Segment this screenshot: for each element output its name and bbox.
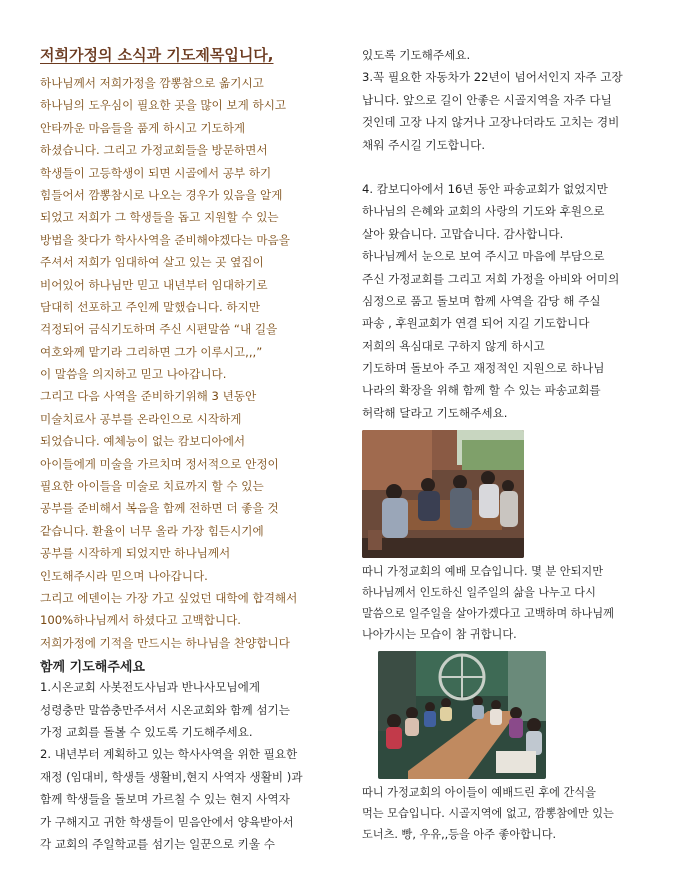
- text-line: 주신 가정교회를 그리고 저희 가정을 아비와 어미의: [362, 271, 620, 286]
- text-line: 4. 캄보디아에서 16년 동안 파송교회가 없었지만: [362, 181, 608, 196]
- text-line: 2. 내년부터 계획하고 있는 학사사역을 위한 필요한: [40, 747, 298, 762]
- text-line: 채워 주시길 기도합니다.: [362, 137, 486, 152]
- prayer-list-right-a: [362, 44, 662, 156]
- text-line: 저희의 욕심대로 구하지 않게 하시고: [362, 338, 545, 353]
- text-line: 학생들이 고등학생이 되면 시골에서 공부 하기: [40, 165, 272, 180]
- text-line: 하나님께서 눈으로 보여 주시고 마음에 부담으로: [362, 249, 605, 264]
- text-line: 공부를 준비해서 복음을 함께 전하면 더 좋을 것: [40, 501, 279, 516]
- text-line: 안타까운 마음들을 품게 하시고 기도하게: [40, 120, 246, 135]
- intro-paragraph: [40, 72, 340, 654]
- text-line: 인도해주시라 믿으며 나아갑니다.: [40, 568, 208, 583]
- text-line: 여호와께 맡기라 그리하면 그가 이루시고,,,”: [40, 344, 263, 359]
- text-line: 아이들에게 미술을 가르치며 정서적으로 안정이: [40, 456, 279, 471]
- text-line: 허락해 달라고 기도해주세요.: [362, 405, 508, 420]
- text-line: 가 구해지고 귀한 학생들이 믿음안에서 양육받아서: [40, 814, 294, 829]
- text-line: 하나님의 도우심이 필요한 곳을 많이 보게 하시고: [40, 98, 287, 113]
- text-line: 되었고 저희가 그 학생들을 돕고 지원할 수 있는: [40, 210, 279, 225]
- text-line: 하나님의 은혜와 교회의 사랑의 기도와 후원으로: [362, 204, 605, 219]
- text-line: 각 교회의 주일학교를 섬기는 일꾼으로 키울 수: [40, 836, 275, 851]
- worship-photo: [362, 430, 524, 558]
- text-line: 따니 가정교회의 아이들이 예배드린 후에 간식을: [362, 786, 596, 800]
- text-line: 주셔서 저희가 임대하여 살고 있는 곳 옆집이: [40, 255, 264, 270]
- text-line: 도너츠. 빵, 우유,,등을 아주 좋아합니다.: [362, 828, 557, 842]
- text-line: 그리고 에덴이는 가장 가고 싶었던 대학에 합격해서: [40, 590, 298, 605]
- prayer-list-right-b: [362, 178, 662, 424]
- text-line: 이 말씀을 의지하고 믿고 나아갑니다.: [40, 367, 227, 382]
- text-line: 되었습니다. 예체능이 없는 캄보디아에서: [40, 434, 246, 449]
- text-line: 살아 왔습니다. 고맙습니다. 감사합니다.: [362, 226, 564, 241]
- text-line: 방법을 찾다가 학사사역을 준비해야겠다는 마음을: [40, 232, 290, 247]
- worship-photo-caption: [362, 561, 662, 645]
- kids-snack-photo-image: [378, 651, 546, 779]
- text-line: 그리고 다음 사역을 준비하기위해 3 년동안: [40, 389, 257, 404]
- text-line: 재정 (임대비, 학생들 생활비,현지 사역자 생활비 )과: [40, 769, 303, 784]
- text-line: 담대히 선포하고 주인께 말했습니다. 하지만: [40, 299, 261, 314]
- text-line: 나라의 확장을 위해 함께 할 수 있는 파송교회를: [362, 383, 601, 398]
- text-line: 하나님께서 인도하신 일주일의 삶을 나누고 다시: [362, 586, 596, 600]
- text-line: 비어있어 하나님만 믿고 내년부터 임대하기로: [40, 277, 268, 292]
- text-line: 납니다. 앞으로 길이 안좋은 시골지역을 자주 다닐: [362, 92, 612, 107]
- left-column: [40, 44, 340, 855]
- text-line: 필요한 아이들을 미술로 치료까지 할 수 있는: [40, 479, 264, 494]
- text-line: 걱정되어 금식기도하며 주신 시편말씀 “내 길을: [40, 322, 278, 337]
- text-line: 말씀으로 일주일을 살아가겠다고 고백하며 하나님께: [362, 607, 614, 621]
- prayer-list-left: [40, 676, 340, 855]
- prayer-heading: 함께 기도해주세요: [40, 660, 145, 676]
- text-line: 기도하며 돌보아 주고 재정적인 지원으로 하나님: [362, 361, 605, 376]
- text-line: 100%하나님께서 하셨다고 고백합니다.: [40, 613, 241, 628]
- right-column: [362, 44, 662, 845]
- text-line: 나아가시는 모습이 참 귀합니다.: [362, 628, 517, 642]
- text-line: 파송 , 후원교회가 연결 되어 지길 기도합니다: [362, 316, 590, 331]
- text-line: 하나님께서 저희가정을 깜뽕참으로 옮기시고: [40, 76, 264, 90]
- page-title: 저희가정의 소식과 기도제목입니다,: [40, 46, 274, 64]
- text-line: 1.시온교회 사봇전도사님과 반나사모님에게: [40, 680, 261, 695]
- text-line: 것인데 고장 나지 않거나 고장나더라도 고치는 경비: [362, 115, 620, 130]
- spacer: [362, 156, 662, 178]
- kids-snack-photo: [378, 651, 546, 779]
- text-line: 3.꼭 필요한 자동차가 22년이 넘어서인지 자주 고장: [362, 70, 623, 85]
- text-line: 성령충만 말씀충만주셔서 시온교회와 함께 섬기는: [40, 702, 290, 717]
- text-line: 미술치료사 공부를 온라인으로 시작하게: [40, 411, 242, 426]
- text-line: 저희가정에 기적을 만드시는 하나님을 찬양합니다: [40, 635, 290, 650]
- text-line: 있도록 기도해주세요.: [362, 48, 471, 62]
- text-line: 같습니다. 환율이 너무 올라 가장 힘든시기에: [40, 523, 264, 538]
- text-line: 공부를 시작하게 되었지만 하나님께서: [40, 546, 231, 561]
- worship-photo-image: [362, 430, 524, 558]
- text-line: 함께 학생들을 돌보며 가르칠 수 있는 현지 사역자: [40, 792, 290, 807]
- text-line: 먹는 모습입니다. 시골지역에 없고, 깜뽕참에만 있는: [362, 807, 614, 821]
- text-line: 힘들어서 깜뽕참시로 나오는 경우가 있음을 알게: [40, 187, 283, 202]
- text-line: 따니 가정교회의 예배 모습입니다. 몇 분 안되지만: [362, 565, 604, 579]
- text-line: 가정 교회를 돌볼 수 있도록 기도해주세요.: [40, 724, 253, 739]
- kids-snack-photo-caption: [362, 782, 662, 845]
- text-line: 하셨습니다. 그리고 가정교회들을 방문하면서: [40, 143, 268, 158]
- text-line: 심정으로 품고 돌보며 함께 사역을 감당 해 주실: [362, 293, 601, 308]
